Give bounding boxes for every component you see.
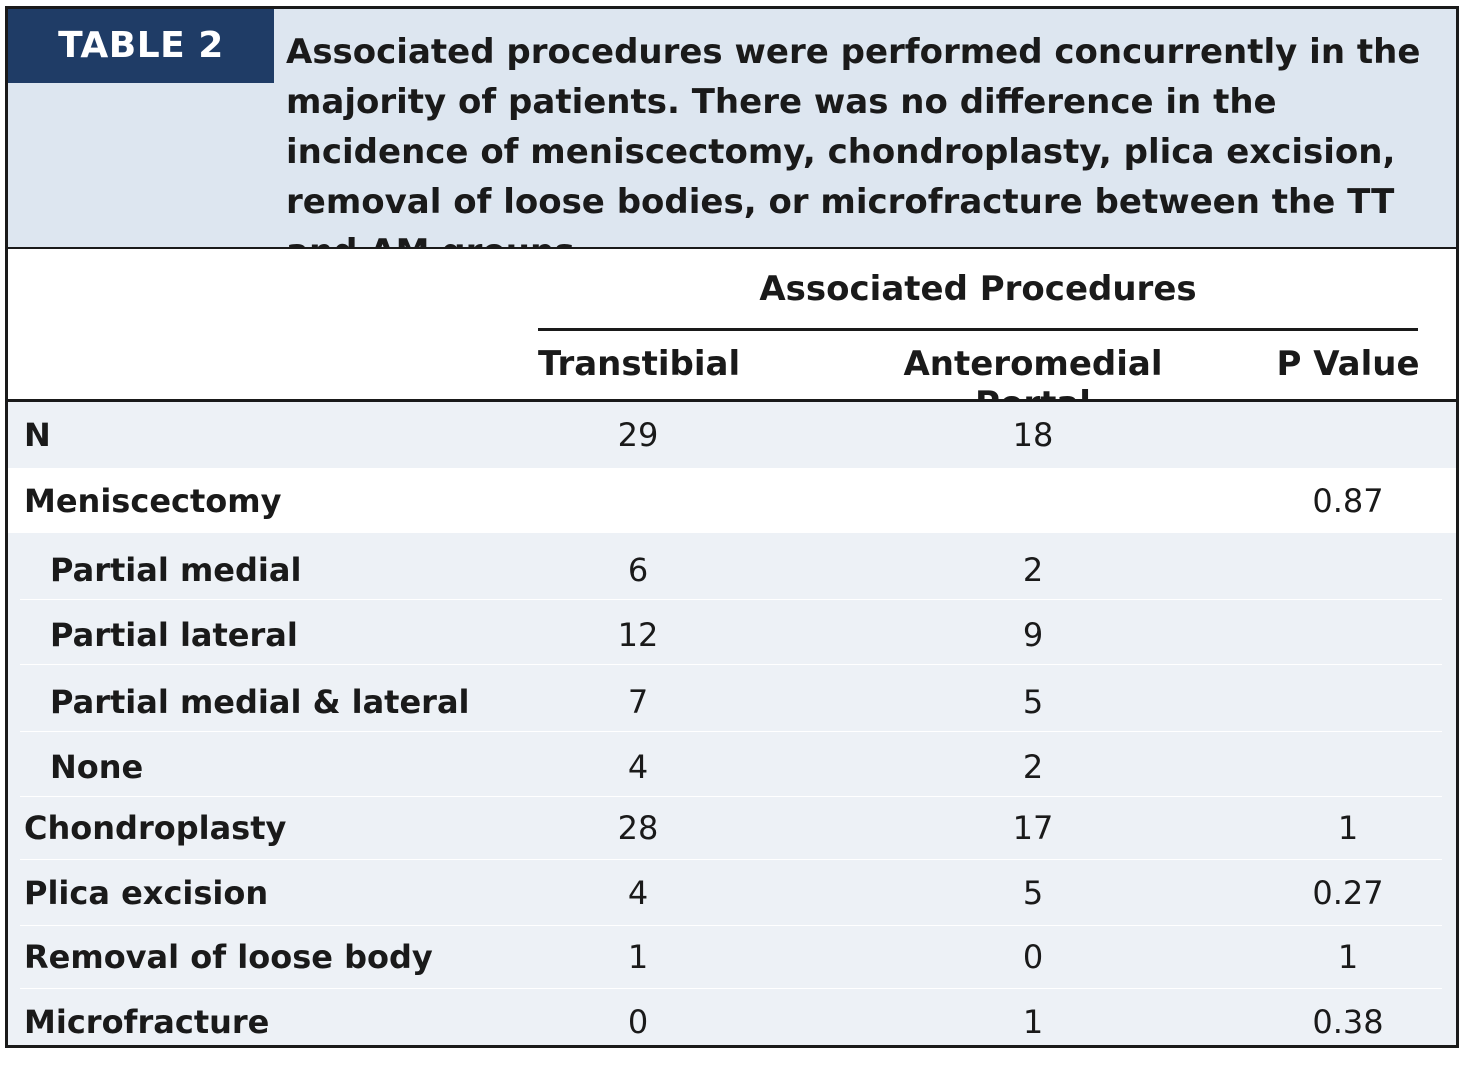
row-label: Chondroplasty [24,809,287,847]
row-label: Microfracture [24,1003,270,1041]
row-label: N [24,416,51,454]
table-caption: Associated procedures were performed concurrently in the majority of patients. There was no difference in the incidence of meniscectomy, chondroplasty, plica excision, removal of loose bodies, or microfracture between the TT [286,32,1421,222]
column-header-anteromedial: Anteromedial [903,344,1163,384]
row-label: Partial lateral [50,616,298,654]
cell-transtibial: 29 [617,416,659,454]
table-row [8,926,1456,989]
group-header-rule [538,328,1418,331]
column-header-block [8,249,1456,402]
row-label: Plica excision [24,874,269,912]
table-row [8,797,1456,860]
table-number-tag: TABLE 2 [8,9,274,83]
cell-transtibial: 1 [627,938,649,976]
group-header: Associated Procedures [759,269,1197,309]
cell-transtibial: 28 [617,809,659,847]
table-frame [5,6,1459,1048]
cell-transtibial: 0 [627,1003,649,1041]
table-row [8,665,1456,732]
table-row [8,989,1456,1048]
cell-anteromedial: 17 [1012,809,1054,847]
cell-pvalue: 1 [1337,809,1359,847]
table-row [8,600,1456,665]
column-header-pvalue: P Value [1276,344,1420,384]
cell-anteromedial: 2 [1022,748,1044,786]
cell-anteromedial: 9 [1022,616,1044,654]
row-label: Partial medial [50,551,302,589]
table-row [8,860,1456,926]
cell-anteromedial: 5 [1022,874,1044,912]
cell-transtibial: 12 [617,616,659,654]
row-label: None [50,748,144,786]
cell-transtibial: 4 [627,748,649,786]
cell-pvalue: 1 [1337,938,1359,976]
table-header [8,9,1456,249]
table-row [8,732,1456,797]
cell-anteromedial: 1 [1022,1003,1044,1041]
cell-anteromedial: 2 [1022,551,1044,589]
cell-pvalue: 0.27 [1312,874,1384,912]
cell-anteromedial: 5 [1022,683,1044,721]
cell-transtibial: 4 [627,874,649,912]
cell-pvalue: 0.87 [1312,482,1384,520]
cell-transtibial: 6 [627,551,649,589]
column-header-transtibial: Transtibial [538,344,741,384]
cell-anteromedial: 0 [1022,938,1044,976]
table-row [8,468,1456,533]
row-label: Meniscectomy [24,482,282,520]
cell-anteromedial: 18 [1012,416,1054,454]
row-label: Partial medial & lateral [50,683,470,721]
table-row [8,533,1456,600]
cell-transtibial: 7 [627,683,649,721]
cell-pvalue: 0.38 [1312,1003,1384,1041]
row-label: Removal of loose body [24,938,433,976]
table-row [8,402,1456,468]
